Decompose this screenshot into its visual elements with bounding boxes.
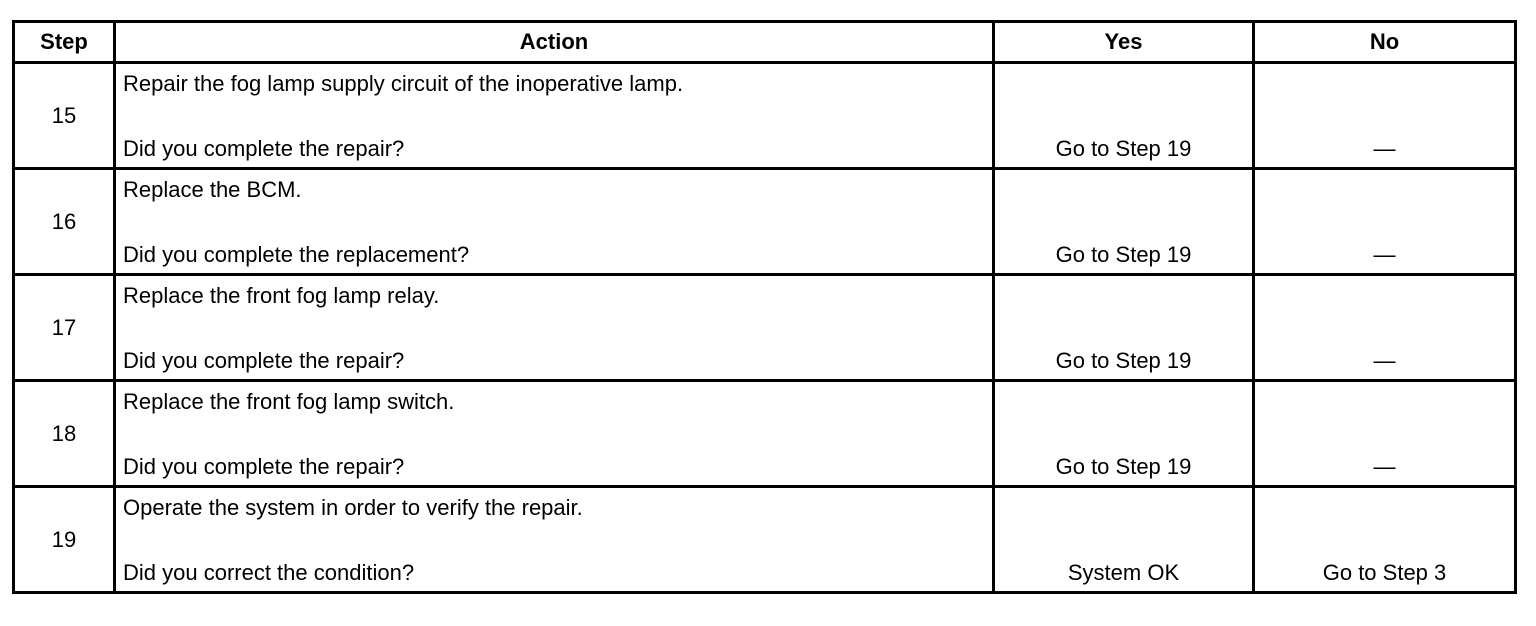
action-cell xyxy=(115,381,994,487)
action-text: Replace the front fog lamp relay. xyxy=(123,283,440,308)
no-cell xyxy=(1254,63,1516,169)
action-text: Repair the fog lamp supply circuit of the inoperative lamp. xyxy=(123,71,684,96)
yes-cell xyxy=(994,381,1254,487)
step-number: 17 xyxy=(14,275,115,381)
no-cell xyxy=(1254,381,1516,487)
yes-cell xyxy=(994,169,1254,275)
yes-cell xyxy=(994,487,1254,593)
yes-cell xyxy=(994,275,1254,381)
yes-result: Go to Step 19 xyxy=(1055,242,1192,267)
header-no: No xyxy=(1254,22,1516,63)
header-action: Action xyxy=(115,22,994,63)
table-row xyxy=(14,169,1516,275)
no-cell xyxy=(1254,487,1516,593)
yes-result: Go to Step 19 xyxy=(1055,454,1192,479)
step-number: 18 xyxy=(14,381,115,487)
table-header-row xyxy=(14,22,1516,63)
step-number: 19 xyxy=(14,487,115,593)
yes-result: Go to Step 19 xyxy=(1055,136,1192,161)
step-number: 16 xyxy=(14,169,115,275)
yes-result: Go to Step 19 xyxy=(1055,348,1192,373)
action-text: Replace the front fog lamp switch. xyxy=(123,389,455,414)
action-question: Did you complete the repair? xyxy=(123,136,405,161)
no-cell xyxy=(1254,275,1516,381)
no-result: — xyxy=(1373,136,1396,161)
action-question: Did you correct the condition? xyxy=(123,560,415,585)
table-row xyxy=(14,381,1516,487)
no-result: — xyxy=(1373,348,1396,373)
header-step: Step xyxy=(14,22,115,63)
action-text: Operate the system in order to verify the repair. xyxy=(123,495,583,520)
action-question: Did you complete the replacement? xyxy=(123,242,470,267)
action-question: Did you complete the repair? xyxy=(123,348,405,373)
step-number: 15 xyxy=(14,63,115,169)
header-yes: Yes xyxy=(994,22,1254,63)
action-cell xyxy=(115,275,994,381)
yes-result: System OK xyxy=(1067,560,1180,585)
action-cell xyxy=(115,63,994,169)
yes-cell xyxy=(994,63,1254,169)
no-cell xyxy=(1254,169,1516,275)
no-result: Go to Step 3 xyxy=(1322,560,1447,585)
table-row xyxy=(14,63,1516,169)
action-cell xyxy=(115,169,994,275)
no-result: — xyxy=(1373,242,1396,267)
action-question: Did you complete the repair? xyxy=(123,454,405,479)
diagnostic-table xyxy=(12,20,1517,594)
action-text: Replace the BCM. xyxy=(123,177,302,202)
table-row xyxy=(14,487,1516,593)
table-row xyxy=(14,275,1516,381)
action-cell xyxy=(115,487,994,593)
no-result: — xyxy=(1373,454,1396,479)
